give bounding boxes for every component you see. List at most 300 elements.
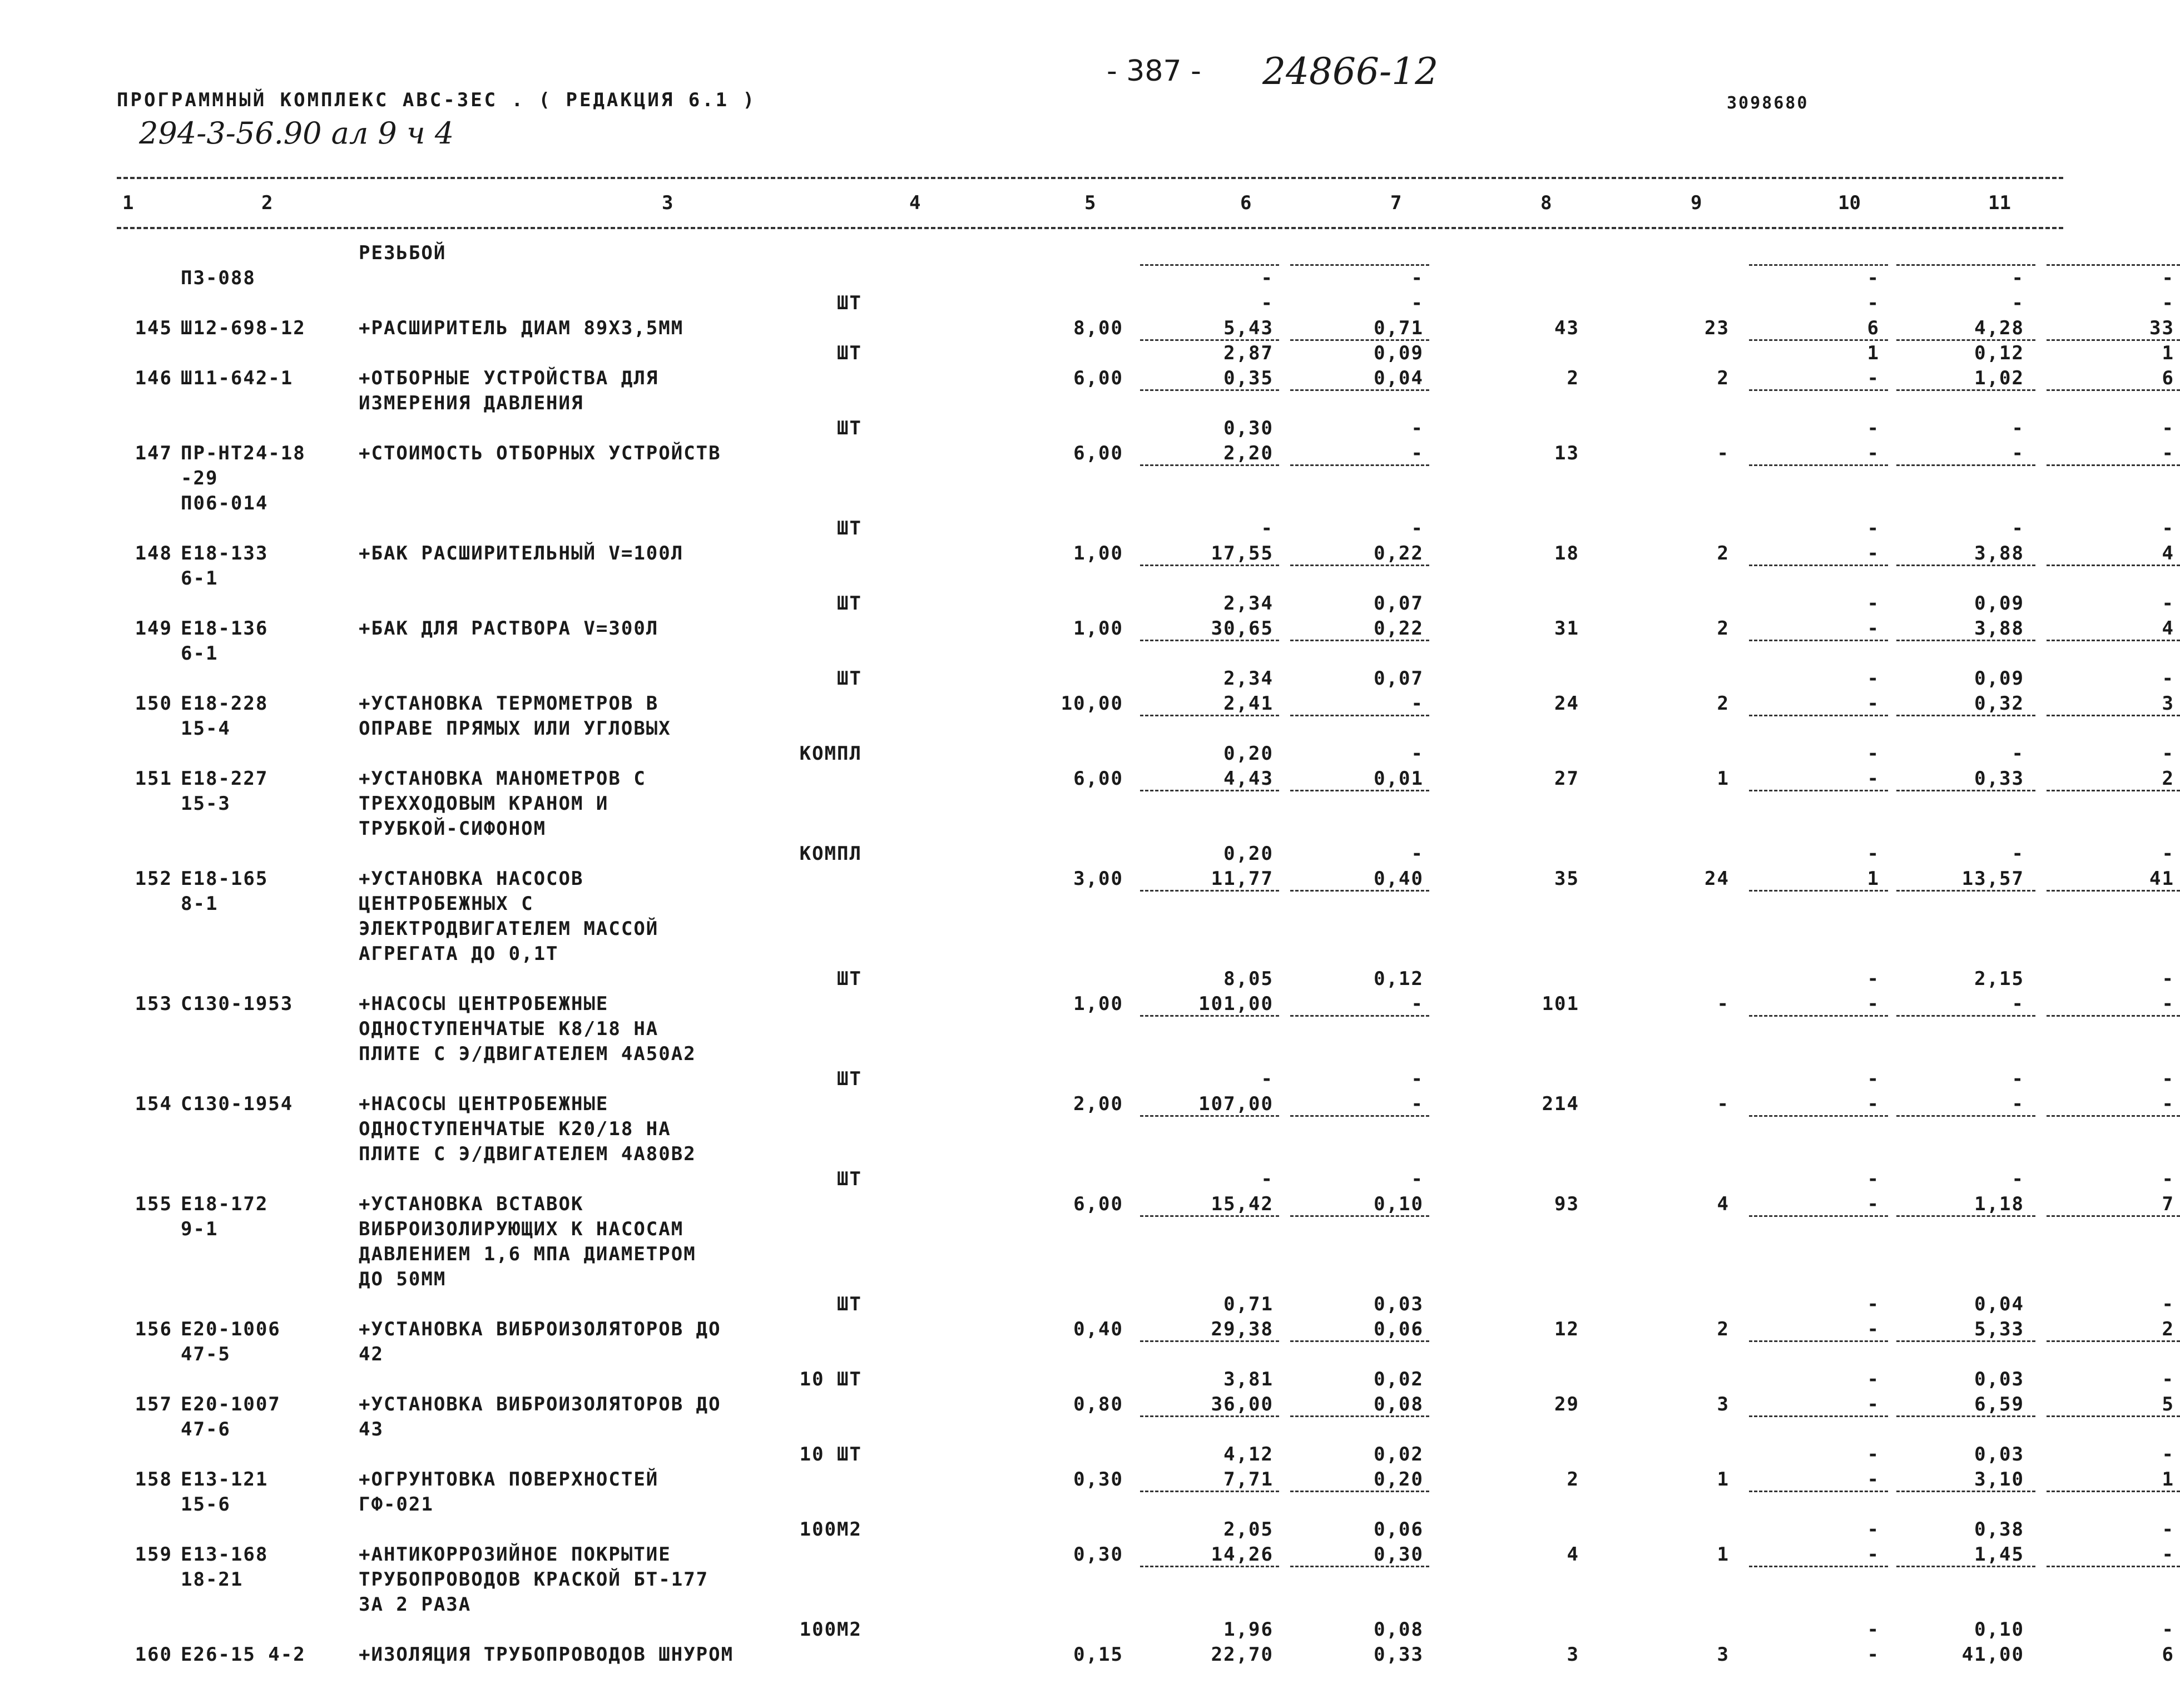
row-description: +ОГРУНТОВКА ПОВЕРХНОСТЕЙ	[359, 1468, 659, 1491]
cell-unit-cost: 101,00	[1198, 993, 1274, 1015]
row-subline	[117, 742, 2174, 768]
row-subline	[117, 667, 2174, 692]
cell-labor-total: -	[2162, 442, 2174, 464]
cell-total: 4	[1567, 1543, 1579, 1566]
row-line	[117, 317, 2174, 342]
cell-sub-9: -	[1867, 592, 1880, 615]
row-code: Е18-136	[181, 617, 269, 640]
sub-rule	[1896, 715, 2035, 716]
sub-rule	[2047, 389, 2180, 391]
row-unit: ШТ	[837, 968, 862, 990]
cell-sub-10: -	[2011, 1168, 2024, 1190]
row-line	[117, 1343, 2063, 1368]
sub-rule	[1140, 790, 1279, 791]
cell-labor-total: 1	[2162, 1468, 2174, 1491]
table-row	[117, 1318, 2174, 1393]
row-line	[117, 717, 2063, 742]
row-description: ЭЛЕКТРОДВИГАТЕЛЕМ МАССОЙ	[359, 918, 659, 940]
cell-sub-9: -	[1867, 1168, 1880, 1190]
table-header-rule	[117, 227, 2063, 229]
sub-rule	[1749, 1340, 1888, 1342]
table-row	[117, 1393, 2174, 1468]
cell-labor-total: 2	[2162, 768, 2174, 790]
cell-total-wage: 24	[1705, 868, 1730, 890]
sub-rule	[2047, 1015, 2180, 1017]
col-header-4: 4	[909, 192, 921, 214]
cell-sub-10: -	[2011, 843, 2024, 865]
sub-rule	[1140, 565, 1279, 566]
col-header-5: 5	[1084, 192, 1096, 214]
table-header	[117, 192, 2063, 220]
cell-sub-6: -	[1411, 1168, 1424, 1190]
cell-wage: -	[1411, 442, 1424, 464]
row-description: +УСТАНОВКА ВСТАВОК	[359, 1193, 584, 1215]
row-description: ИЗМЕРЕНИЯ ДАВЛЕНИЯ	[359, 392, 584, 414]
cell-quantity: 6,00	[1073, 768, 1123, 790]
cell-wage: 0,04	[1374, 367, 1424, 389]
row-description: ОДНОСТУПЕНЧАТЫЕ К20/18 НА	[359, 1118, 671, 1140]
row-description: ОПРАВЕ ПРЯМЫХ ИЛИ УГЛОВЫХ	[359, 717, 671, 740]
cell-labor-total: 4	[2162, 617, 2174, 640]
row-description: +ОТБОРНЫЕ УСТРОЙСТВА ДЛЯ	[359, 367, 659, 389]
cell-sub-10: -	[2011, 742, 2024, 765]
row-number: 145	[135, 317, 172, 339]
cell-sub-9: -	[1867, 742, 1880, 765]
cell-total: 2	[1567, 1468, 1579, 1491]
cell-quantity: 0,30	[1073, 1468, 1123, 1491]
row-code: 15-6	[181, 1493, 231, 1516]
sub-rule	[2047, 640, 2180, 641]
sub-rule	[1140, 1491, 1279, 1492]
sub-rule	[1140, 1415, 1279, 1417]
cell-sub-11: -	[2162, 517, 2174, 539]
cell-sub-5: 4,12	[1223, 1443, 1274, 1466]
cell-unit-cost: 14,26	[1211, 1543, 1274, 1566]
cell-labor-total: 6	[2162, 367, 2174, 389]
row-code: -29	[181, 467, 219, 489]
cell-labor: 1,02	[1974, 367, 2024, 389]
cell-total-wage: -	[1717, 993, 1730, 1015]
cell-labor: 6,59	[1974, 1393, 2024, 1415]
cell-total-wage: 23	[1705, 317, 1730, 339]
cell-sub-9: -	[1867, 667, 1880, 690]
sub-rule	[2047, 715, 2180, 716]
row-description: +УСТАНОВКА ТЕРМОМЕТРОВ В	[359, 692, 659, 715]
cell-unit-cost: 2,41	[1223, 692, 1274, 715]
sub-rule	[1290, 1415, 1429, 1417]
row-number: 150	[135, 692, 172, 715]
row-subline	[117, 1618, 2174, 1643]
sub-rule	[1140, 1015, 1279, 1017]
table-row	[117, 692, 2174, 768]
row-subline	[117, 517, 2174, 542]
row-code: Е18-133	[181, 542, 269, 565]
handwritten-code: 294-3-56.90 ал 9 ч 4	[139, 116, 454, 151]
sub-rule	[2047, 1215, 2180, 1217]
cell-unit-cost: 107,00	[1198, 1093, 1274, 1115]
row-unit: ШТ	[837, 1168, 862, 1190]
row-description: +УСТАНОВКА НАСОСОВ	[359, 868, 584, 890]
cell-sub-6: 0,09	[1374, 342, 1424, 364]
row-line	[117, 1243, 2063, 1268]
cell-sub-10: -	[2011, 417, 2024, 439]
cell-labor: -	[2011, 267, 2024, 289]
row-line	[117, 1393, 2174, 1418]
row-code: Е18-228	[181, 692, 269, 715]
table-row	[117, 768, 2174, 868]
cell-sub-9: -	[1867, 417, 1880, 439]
sub-rule	[1290, 565, 1429, 566]
row-number: 154	[135, 1093, 172, 1115]
sub-rule	[1896, 565, 2035, 566]
row-code: С130-1954	[181, 1093, 294, 1115]
table-row	[117, 617, 2174, 692]
cell-total-wage: 4	[1717, 1193, 1730, 1215]
cell-sub-10: -	[2011, 517, 2024, 539]
row-code: Ш12-698-12	[181, 317, 306, 339]
row-description: +УСТАНОВКА ВИБРОИЗОЛЯТОРОВ ДО	[359, 1393, 721, 1415]
cell-total-wage: 3	[1717, 1643, 1730, 1666]
sub-rule	[2047, 1115, 2180, 1117]
row-line	[117, 242, 2063, 267]
sub-rule	[1290, 640, 1429, 641]
table-row	[117, 317, 2174, 367]
cell-wage: 0,08	[1374, 1393, 1424, 1415]
row-description: ПЛИТЕ С Э/ДВИГАТЕЛЕМ 4А80В2	[359, 1143, 696, 1165]
row-line	[117, 367, 2174, 392]
cell-sub-6: 0,07	[1374, 592, 1424, 615]
sub-rule	[1749, 1415, 1888, 1417]
cell-labor: -	[2011, 442, 2024, 464]
row-line	[117, 918, 2063, 943]
row-line	[117, 1118, 2063, 1143]
sub-rule	[1896, 1415, 2035, 1417]
cell-quantity: 0,30	[1073, 1543, 1123, 1566]
sub-rule	[1140, 389, 1279, 391]
cell-wage: 0,20	[1374, 1468, 1424, 1491]
sub-rule	[1749, 1115, 1888, 1117]
cell-c9: -	[1867, 1093, 1880, 1115]
row-description: ЗА 2 РАЗА	[359, 1593, 472, 1616]
cell-sub-9: -	[1867, 517, 1880, 539]
cell-c9: -	[1867, 1318, 1880, 1340]
row-code: 6-1	[181, 567, 219, 590]
row-description: +УСТАНОВКА ВИБРОИЗОЛЯТОРОВ ДО	[359, 1318, 721, 1340]
cell-sub-6: -	[1411, 417, 1424, 439]
row-code: 15-3	[181, 793, 231, 815]
row-line	[117, 392, 2063, 417]
sub-rule	[1896, 1115, 2035, 1117]
cell-sub-9: -	[1867, 1443, 1880, 1466]
cell-wage: 0,22	[1374, 542, 1424, 565]
row-line	[117, 1493, 2063, 1518]
cell-total-wage: -	[1717, 442, 1730, 464]
row-line	[117, 617, 2174, 642]
cell-sub-10: 0,09	[1974, 592, 2024, 615]
row-unit: ШТ	[837, 517, 862, 539]
cell-quantity: 6,00	[1073, 442, 1123, 464]
cell-c9: -	[1867, 1643, 1880, 1666]
sub-rule	[1896, 1215, 2035, 1217]
row-line	[117, 267, 2174, 292]
cell-sub-5: 2,05	[1223, 1518, 1274, 1541]
cell-quantity: 1,00	[1073, 542, 1123, 565]
row-subline	[117, 968, 2174, 993]
cell-c9: -	[1867, 692, 1880, 715]
cell-total: 13	[1554, 442, 1579, 464]
sub-rule	[2047, 565, 2180, 566]
cell-total-wage: 2	[1717, 1318, 1730, 1340]
row-code: С130-1953	[181, 993, 294, 1015]
cell-c9: -	[1867, 542, 1880, 565]
cell-labor: 13,57	[1961, 868, 2024, 890]
row-subline	[117, 1518, 2174, 1543]
cell-sub-6: -	[1411, 1068, 1424, 1090]
cell-unit-cost: 15,42	[1211, 1193, 1274, 1215]
cell-sub-5: -	[1261, 292, 1274, 314]
row-line	[117, 768, 2174, 793]
row-line	[117, 1268, 2063, 1293]
row-line	[117, 492, 2063, 517]
table-row	[117, 542, 2174, 617]
row-subline	[117, 1368, 2174, 1393]
table-top-rule	[117, 177, 2063, 179]
table-row	[117, 1643, 2174, 1669]
cell-sub-6: 0,03	[1374, 1293, 1424, 1315]
row-unit: ШТ	[837, 667, 862, 690]
cell-quantity: 1,00	[1073, 617, 1123, 640]
row-line	[117, 1643, 2174, 1669]
cell-total: 35	[1554, 868, 1579, 890]
col-header-6: 6	[1240, 192, 1252, 214]
cell-sub-11: -	[2162, 667, 2174, 690]
cell-labor: -	[2011, 993, 2024, 1015]
cell-total: 27	[1554, 768, 1579, 790]
sub-rule	[2047, 264, 2180, 266]
col-header-2: 2	[261, 192, 273, 214]
row-description: 42	[359, 1343, 384, 1365]
row-line	[117, 1468, 2174, 1493]
cell-quantity: 6,00	[1073, 1193, 1123, 1215]
row-description: 43	[359, 1418, 384, 1440]
table-row	[117, 267, 2174, 317]
row-description: +АНТИКОРРОЗИЙНОЕ ПОКРЫТИЕ	[359, 1543, 671, 1566]
cell-quantity: 1,00	[1073, 993, 1123, 1015]
cell-sub-6: 0,02	[1374, 1368, 1424, 1390]
cell-sub-6: -	[1411, 742, 1424, 765]
row-subline	[117, 417, 2174, 442]
sub-rule	[1140, 1566, 1279, 1567]
sub-rule	[2047, 1491, 2180, 1492]
cell-sub-6: 0,08	[1374, 1618, 1424, 1641]
row-description: ТРУБОПРОВОДОВ КРАСКОЙ БТ-177	[359, 1568, 709, 1591]
cell-labor-total: 3	[2162, 692, 2174, 715]
cell-sub-10: 0,03	[1974, 1443, 2024, 1466]
cell-total-wage: 1	[1717, 1543, 1730, 1566]
sub-rule	[2047, 464, 2180, 466]
row-code: 18-21	[181, 1568, 244, 1591]
cell-wage: 0,01	[1374, 768, 1424, 790]
row-unit: ШТ	[837, 1293, 862, 1315]
cell-wage: -	[1411, 267, 1424, 289]
cell-labor: 0,33	[1974, 768, 2024, 790]
row-line	[117, 818, 2063, 843]
row-line	[117, 692, 2174, 717]
sub-rule	[1749, 1015, 1888, 1017]
row-code: Ш11-642-1	[181, 367, 294, 389]
row-unit: ШТ	[837, 417, 862, 439]
sub-rule	[2047, 339, 2180, 341]
cell-unit-cost: 22,70	[1211, 1643, 1274, 1666]
sub-rule	[1749, 1215, 1888, 1217]
cell-wage: 0,33	[1374, 1643, 1424, 1666]
row-unit: КОМПЛ	[799, 843, 862, 865]
row-subline	[117, 1443, 2174, 1468]
row-description: ОДНОСТУПЕНЧАТЫЕ К8/18 НА	[359, 1018, 659, 1040]
program-title: ПРОГРАММНЫЙ КОМПЛЕКС АВС-ЗЕС . ( РЕДАКЦИЯ 6.1 )	[117, 89, 757, 111]
cell-c9: -	[1867, 993, 1880, 1015]
cell-sub-6: -	[1411, 292, 1424, 314]
sub-rule	[1290, 790, 1429, 791]
cell-unit-cost: 0,35	[1223, 367, 1274, 389]
sub-rule	[2047, 1340, 2180, 1342]
page-number: - 387 -	[1107, 55, 1201, 88]
row-description: +НАСОСЫ ЦЕНТРОБЕЖНЫЕ	[359, 993, 609, 1015]
row-code: Е13-168	[181, 1543, 269, 1566]
row-line	[117, 1143, 2063, 1168]
row-subline	[117, 843, 2174, 868]
cell-total-wage: 1	[1717, 768, 1730, 790]
cell-total-wage: -	[1717, 1093, 1730, 1115]
cell-unit-cost: 2,20	[1223, 442, 1274, 464]
col-header-8: 8	[1540, 192, 1552, 214]
cell-sub-9: -	[1867, 1293, 1880, 1315]
row-unit: 10 ШТ	[799, 1443, 862, 1466]
table-row	[117, 1543, 2174, 1643]
sub-rule	[1140, 1215, 1279, 1217]
sub-rule	[1290, 389, 1429, 391]
row-description: +РАСШИРИТЕЛЬ ДИАМ 89Х3,5ММ	[359, 317, 684, 339]
cell-sub-11: -	[2162, 1618, 2174, 1641]
sub-rule	[1290, 339, 1429, 341]
cell-sub-10: 0,04	[1974, 1293, 2024, 1315]
row-description: ТРУБКОЙ-СИФОНОМ	[359, 818, 547, 840]
row-line	[117, 467, 2063, 492]
row-line	[117, 1543, 2174, 1568]
row-line	[117, 1043, 2063, 1068]
sub-rule	[1749, 715, 1888, 716]
cell-sub-5: 2,34	[1223, 667, 1274, 690]
cell-unit-cost: 7,71	[1223, 1468, 1274, 1491]
cell-sub-9: 1	[1867, 342, 1880, 364]
sub-rule	[1140, 1340, 1279, 1342]
row-line	[117, 1418, 2063, 1443]
table-row	[117, 1468, 2174, 1543]
cell-labor-total: -	[2162, 1543, 2174, 1566]
cell-labor-total: 41	[2149, 868, 2174, 890]
cell-sub-5: 8,05	[1223, 968, 1274, 990]
cell-labor-total: 5	[2162, 1393, 2174, 1415]
row-description: ДАВЛЕНИЕМ 1,6 МПА ДИАМЕТРОМ	[359, 1243, 696, 1265]
row-line	[117, 1218, 2063, 1243]
cell-wage: 0,10	[1374, 1193, 1424, 1215]
table-row	[117, 242, 2063, 267]
cell-c9: -	[1867, 267, 1880, 289]
row-subline	[117, 1293, 2174, 1318]
table-row	[117, 868, 2174, 993]
sub-rule	[1749, 264, 1888, 266]
row-number: 156	[135, 1318, 172, 1340]
row-unit: ШТ	[837, 342, 862, 364]
cell-quantity: 8,00	[1073, 317, 1123, 339]
cell-quantity: 0,40	[1073, 1318, 1123, 1340]
document-code: 3098680	[1727, 93, 1809, 113]
cell-wage: 0,30	[1374, 1543, 1424, 1566]
row-line	[117, 893, 2063, 918]
cell-sub-11: -	[2162, 1293, 2174, 1315]
cell-quantity: 6,00	[1073, 367, 1123, 389]
col-header-7: 7	[1390, 192, 1402, 214]
cell-sub-10: 0,10	[1974, 1618, 2024, 1641]
cell-sub-11: -	[2162, 1443, 2174, 1466]
sub-rule	[1896, 464, 2035, 466]
col-header-9: 9	[1691, 192, 1702, 214]
sub-rule	[1896, 1491, 2035, 1492]
cell-labor-total: 7	[2162, 1193, 2174, 1215]
sub-rule	[1290, 715, 1429, 716]
sub-rule	[1896, 790, 2035, 791]
cell-sub-5: 3,81	[1223, 1368, 1274, 1390]
row-unit: 10 ШТ	[799, 1368, 862, 1390]
cell-unit-cost: -	[1261, 267, 1274, 289]
cell-sub-9: -	[1867, 1518, 1880, 1541]
cell-labor-total: 4	[2162, 542, 2174, 565]
cell-sub-5: 2,87	[1223, 342, 1274, 364]
cell-quantity: 0,80	[1073, 1393, 1123, 1415]
cell-quantity: 2,00	[1073, 1093, 1123, 1115]
cell-c9: 1	[1867, 868, 1880, 890]
row-number: 155	[135, 1193, 172, 1215]
cell-sub-11: -	[2162, 292, 2174, 314]
row-subline	[117, 342, 2174, 367]
row-line	[117, 1318, 2174, 1343]
sub-rule	[1749, 389, 1888, 391]
cell-labor: 3,88	[1974, 617, 2024, 640]
row-code: Е13-121	[181, 1468, 269, 1491]
sub-rule	[1896, 640, 2035, 641]
cell-total-wage: 2	[1717, 367, 1730, 389]
cell-sub-9: -	[1867, 1368, 1880, 1390]
sub-rule	[1290, 1491, 1429, 1492]
table-row	[117, 1093, 2174, 1193]
sub-rule	[1749, 640, 1888, 641]
cell-unit-cost: 30,65	[1211, 617, 1274, 640]
cell-c9: -	[1867, 1393, 1880, 1415]
row-code: Е18-165	[181, 868, 269, 890]
cell-labor: 0,32	[1974, 692, 2024, 715]
sub-rule	[1140, 339, 1279, 341]
row-subline	[117, 1068, 2174, 1093]
row-description: +БАК ДЛЯ РАСТВОРА V=300Л	[359, 617, 659, 640]
row-description: ТРЕХХОДОВЫМ КРАНОМ И	[359, 793, 609, 815]
cell-labor: 3,10	[1974, 1468, 2024, 1491]
sub-rule	[1749, 1491, 1888, 1492]
row-line	[117, 943, 2063, 968]
cell-total: 2	[1567, 367, 1579, 389]
cell-sub-5: -	[1261, 1168, 1274, 1190]
sub-rule	[1896, 264, 2035, 266]
sub-rule	[2047, 1415, 2180, 1417]
